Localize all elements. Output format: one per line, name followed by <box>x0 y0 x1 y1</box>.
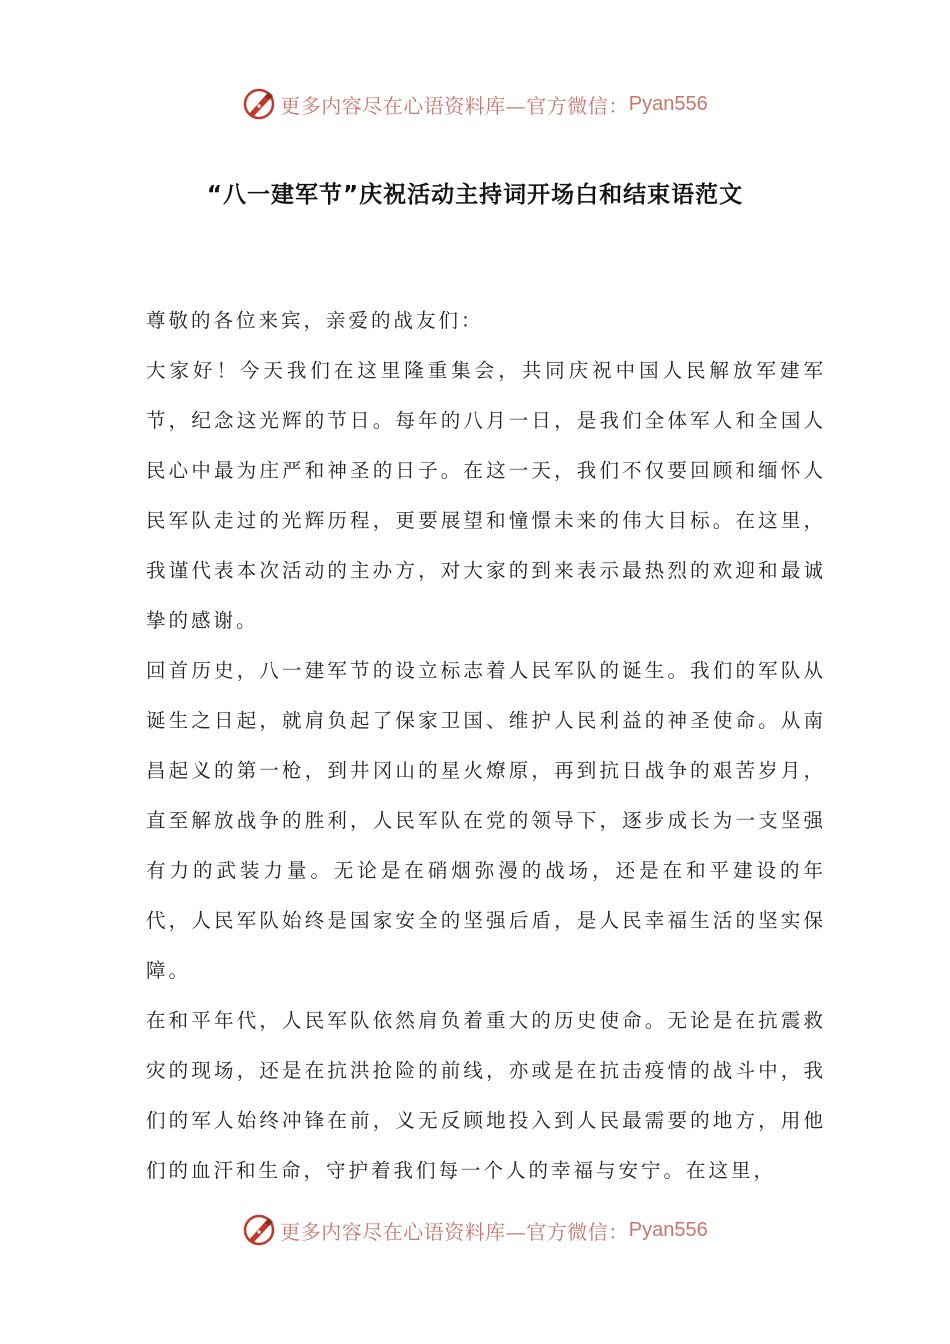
paragraph: 大家好！今天我们在这里隆重集会，共同庆祝中国人民解放军建军节，纪念这光辉的节日。每年的八月一日，是我们全体军人和全国人民心中最为庄严和神圣的日子。在这一天，我们不仅要回顾和缅怀人民军队走过的光辉历程，更要展望和憧憬未来的伟大目标。在这里，我谨代表本次活动的主办方，对大家的到来表示最热烈的欢迎和最诚挚的感谢。 <box>146 359 826 632</box>
pen-nib-logo-icon <box>242 87 276 121</box>
document-body <box>146 296 826 1196</box>
footer-banner <box>0 1210 950 1250</box>
header-wechat-id: Pyan556 <box>628 92 708 115</box>
header-banner <box>0 84 950 124</box>
header-banner-text: 更多内容尽在心语资料库—官方微信： <box>280 93 629 118</box>
footer-banner-text: 更多内容尽在心语资料库—官方微信： <box>280 1219 629 1244</box>
paragraph: 在和平年代，人民军队依然肩负着重大的历史使命。无论是在抗震救灾的现场，还是在抗洪抢险的前线，亦或是在抗击疫情的战斗中，我们的军人始终冲锋在前，义无反顾地投入到人民最需要的地方，用他们的血汗和生命，守护着我们每一个人的幸福与安宁。在这里， <box>146 1009 826 1182</box>
paragraph: 尊敬的各位来宾，亲爱的战友们： <box>146 309 484 332</box>
pen-nib-logo-icon <box>242 1213 276 1247</box>
document-title: “八一建军节”庆祝活动主持词开场白和结束语范文 <box>206 182 744 208</box>
footer-wechat-id: Pyan556 <box>628 1218 708 1241</box>
paragraph: 回首历史，八一建军节的设立标志着人民军队的诞生。我们的军队从诞生之日起，就肩负起了保家卫国、维护人民利益的神圣使命。从南昌起义的第一枪，到井冈山的星火燎原，再到抗日战争的艰苦岁月，直至解放战争的胜利，人民军队在党的领导下，逐步成长为一支坚强有力的武装力量。无论是在硝烟弥漫的战场，还是在和平建设的年代，人民军队始终是国家安全的坚强后盾，是人民幸福生活的坚实保障。 <box>146 659 826 982</box>
